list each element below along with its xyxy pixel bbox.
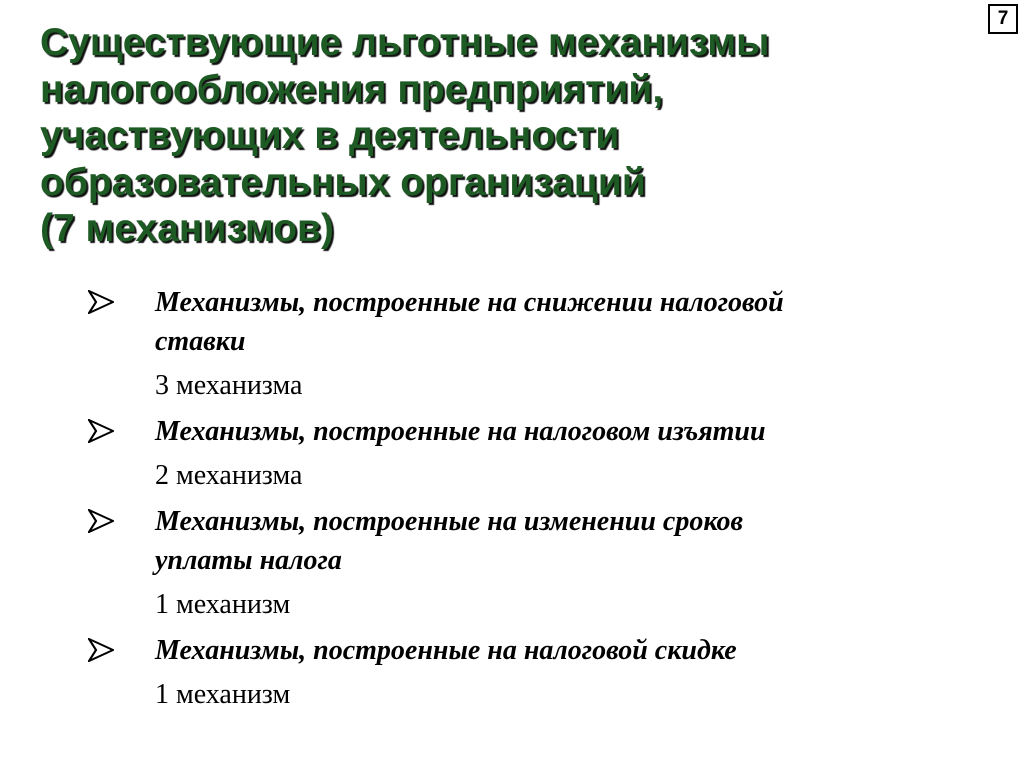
slide-title [40, 20, 960, 253]
list-item [88, 411, 988, 494]
arrow-bullet-icon [88, 282, 124, 322]
item-label-line: уплаты налога [155, 545, 342, 576]
list-item [88, 282, 988, 404]
mechanism-list [88, 282, 988, 720]
arrow-bullet-icon [88, 411, 124, 451]
title-line: Существующие льготные механизмы [40, 21, 770, 64]
arrow-bullet-icon [88, 501, 124, 541]
list-item [88, 501, 988, 623]
item-count: 2 механизма [155, 460, 303, 491]
title-line: участвующих в деятельности [40, 114, 620, 157]
title-line: налогообложения предприятий, [40, 67, 664, 111]
item-label-line: Механизмы, построенные на налоговом изъятии [155, 416, 766, 447]
item-label-line: Механизмы, построенные на снижении налоговой [155, 287, 784, 318]
item-label-line: Механизмы, построенные на налоговой скидке [155, 635, 737, 666]
item-label-line: ставки [155, 326, 246, 357]
slide-number: 7 [997, 8, 1009, 29]
title-line: (7 механизмов) [40, 207, 334, 250]
list-item [88, 630, 988, 713]
item-count: 3 механизма [155, 370, 303, 401]
slide-number-badge [988, 4, 1018, 34]
item-label-line: Механизмы, построенные на изменении сроков [155, 506, 743, 537]
title-line: образовательных организаций [40, 160, 646, 204]
item-count: 1 механизм [155, 589, 291, 620]
arrow-bullet-icon [88, 630, 124, 670]
item-count: 1 механизм [155, 679, 291, 710]
